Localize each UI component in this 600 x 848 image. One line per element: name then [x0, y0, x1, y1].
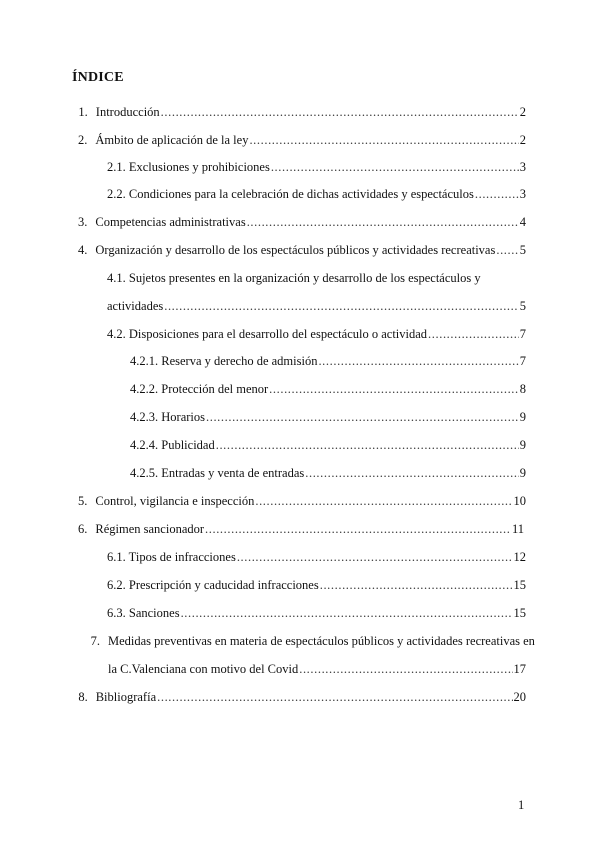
toc-entry-6-2[interactable] — [107, 577, 526, 593]
dot-leader — [157, 689, 512, 705]
entry-label: Competencias administrativas — [95, 215, 246, 229]
page-title: ÍNDICE — [72, 70, 124, 85]
entry-page: 3 — [519, 160, 526, 174]
entry-label-line1: Medidas preventivas en materia de espectáculos públicos y actividades recreativas en — [108, 634, 535, 648]
entry-number: 8. — [78, 690, 88, 704]
entry-page: 9 — [519, 438, 526, 452]
dot-leader — [181, 605, 513, 621]
entry-label: Introducción — [95, 105, 160, 119]
entry-label: 4.2.5. Entradas y venta de entradas — [130, 466, 305, 480]
toc-entry-1[interactable] — [78, 104, 526, 120]
entry-page: 2 — [519, 105, 526, 119]
toc-entry-2[interactable] — [78, 132, 526, 148]
entry-page: 3 — [519, 187, 526, 201]
entry-label: Bibliografía — [95, 690, 157, 704]
entry-page: 4 — [519, 215, 526, 229]
dot-leader — [320, 577, 513, 593]
dot-leader — [255, 493, 512, 509]
entry-label: 6.1. Tipos de infracciones — [107, 550, 236, 564]
entry-page: 2 — [519, 133, 526, 147]
entry-page: 7 — [519, 327, 526, 341]
entry-page: 9 — [519, 410, 526, 424]
entry-page: 9 — [519, 466, 526, 480]
entry-label: 6.2. Prescripción y caducidad infracciones — [107, 578, 319, 592]
entry-label: Organización y desarrollo de los espectáculos públicos y actividades recreativas — [95, 243, 496, 257]
dot-leader — [305, 465, 519, 481]
dot-leader — [271, 159, 519, 175]
toc-entry-4-2-1[interactable] — [130, 353, 526, 369]
entry-label: 4.2.4. Publicidad — [130, 438, 215, 452]
entry-number: 5. — [78, 494, 88, 508]
dot-leader — [299, 661, 512, 677]
entry-page: 10 — [513, 494, 526, 508]
entry-label: Control, vigilancia e inspección — [95, 494, 255, 508]
toc-entry-6-1[interactable] — [107, 549, 526, 565]
entry-page: 11 — [511, 522, 524, 536]
entry-label: 2.1. Exclusiones y prohibiciones — [107, 160, 270, 174]
entry-number: 3. — [78, 215, 88, 229]
entry-number: 6. — [78, 522, 88, 536]
dot-leader — [206, 409, 519, 425]
toc-entry-4[interactable] — [78, 242, 526, 258]
toc-entry-4-2-3[interactable] — [130, 409, 526, 425]
entry-number: 2. — [78, 133, 88, 147]
toc-entry-6-3[interactable] — [107, 605, 526, 621]
entry-label: actividades — [107, 299, 164, 313]
entry-label: 2.2. Condiciones para la celebración de dichas actividades y espectáculos — [107, 187, 474, 201]
entry-label: la C.Valenciana con motivo del Covid — [108, 662, 299, 676]
toc-entry-4-2[interactable] — [107, 326, 526, 342]
dot-leader — [475, 186, 519, 202]
dot-leader — [496, 242, 518, 258]
dot-leader — [164, 298, 519, 314]
entry-number: 4. — [78, 243, 88, 257]
entry-page: 15 — [513, 606, 526, 620]
entry-page: 20 — [513, 690, 526, 704]
entry-page: 12 — [513, 550, 526, 564]
dot-leader — [216, 437, 519, 453]
dot-leader — [269, 381, 519, 397]
toc-entry-2-2[interactable] — [107, 186, 526, 202]
dot-leader — [428, 326, 519, 342]
entry-label: 4.2. Disposiciones para el desarrollo del espectáculo o actividad — [107, 327, 428, 341]
toc-entry-4-1[interactable] — [107, 298, 526, 314]
dot-leader — [247, 214, 519, 230]
dot-leader — [249, 132, 518, 148]
toc-entry-2-1[interactable] — [107, 159, 526, 175]
entry-page: 17 — [513, 662, 526, 676]
dot-leader — [161, 104, 519, 120]
entry-label: Ámbito de aplicación de la ley — [95, 133, 249, 147]
toc-entry-4-2-2[interactable] — [130, 381, 526, 397]
entry-label: 4.2.2. Protección del menor — [130, 382, 269, 396]
toc-entry-6[interactable] — [78, 521, 524, 537]
dot-leader — [205, 521, 511, 537]
entry-page: 7 — [519, 354, 526, 368]
toc-entry-4-2-4[interactable] — [130, 437, 526, 453]
entry-label: 4.2.3. Horarios — [130, 410, 205, 424]
entry-page: 15 — [513, 578, 526, 592]
toc-entry-5[interactable] — [78, 493, 526, 509]
entry-page: 8 — [519, 382, 526, 396]
entry-number: 1. — [78, 105, 88, 119]
toc-entry-3[interactable] — [78, 214, 526, 230]
entry-label: Régimen sancionador — [95, 522, 205, 536]
toc-entry-4-2-5[interactable] — [130, 465, 526, 481]
entry-page: 5 — [519, 299, 526, 313]
entry-number: 7. — [90, 634, 100, 648]
toc-entry-8[interactable] — [78, 689, 526, 705]
entry-label: 6.3. Sanciones — [107, 606, 180, 620]
page-number: 1 — [518, 798, 525, 812]
entry-label: 4.2.1. Reserva y derecho de admisión — [130, 354, 318, 368]
dot-leader — [237, 549, 513, 565]
entry-label-line1: 4.1. Sujetos presentes en la organización y desarrollo de los espectáculos y — [107, 271, 481, 285]
entry-page: 5 — [519, 243, 526, 257]
dot-leader — [318, 353, 518, 369]
entry-label-line1-wrap — [78, 633, 535, 649]
toc-entry-7[interactable] — [108, 661, 526, 677]
